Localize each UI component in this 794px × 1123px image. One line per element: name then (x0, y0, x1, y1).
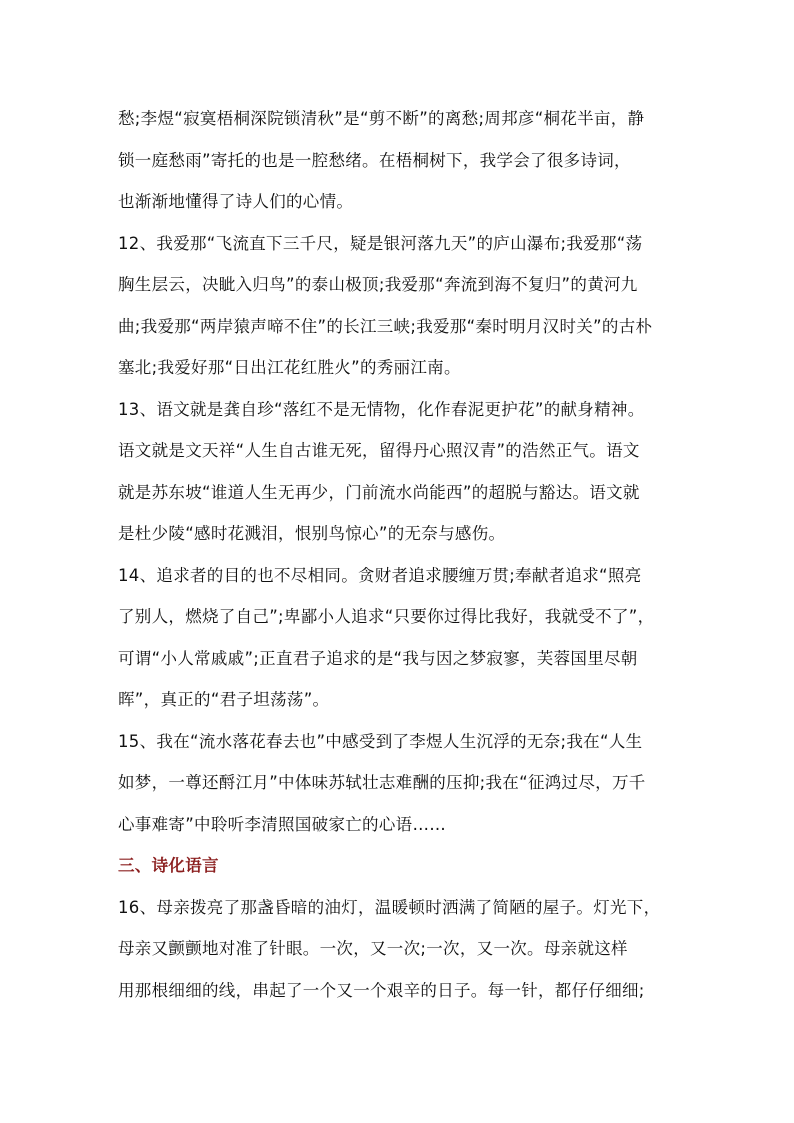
text-line: 晖”，真正的“君子坦荡荡”。 (118, 690, 330, 709)
text-line: 语文就是文天祥“人生自古谁无死，留得丹心照汉青”的浩然正气。语文 (118, 441, 640, 460)
text-line: 了别人，燃烧了自己”;卑鄙小人追求“只要你过得比我好，我就受不了”， (118, 607, 655, 626)
text-line: 16、母亲拨亮了那盏昏暗的油灯，温暖顿时洒满了简陋的屋子。灯光下， (118, 898, 661, 917)
text-line: 曲;我爱那“两岸猿声啼不住”的长江三峡;我爱那“秦时明月汉时关”的古朴 (118, 317, 653, 336)
text-line: 塞北;我爱好那“日出江花红胜火”的秀丽江南。 (118, 358, 461, 377)
text-line: 也渐渐地懂得了诗人们的心情。 (118, 192, 354, 211)
text-line: 母亲又颤颤地对准了针眼。一次，又一次;一次，又一次。母亲就这样 (118, 939, 628, 958)
text-line: 胸生层云，决眦入归鸟”的泰山极顶;我爱那“奔流到海不复归”的黄河九 (118, 275, 638, 294)
text-line: 愁;李煜“寂寞梧桐深院锁清秋”是“剪不断”的离愁;周邦彦“桐花半亩，静 (118, 109, 645, 128)
text-line: 可谓“小人常戚戚”;正直君子追求的是“我与因之梦寂寥，芙蓉国里尽朝 (118, 649, 638, 668)
text-line: 14、追求者的目的也不尽相同。贪财者追求腰缠万贯;奉献者追求“照亮 (118, 566, 642, 585)
text-line: 如梦，一尊还酹江月”中体味苏轼壮志难酬的压抑;我在“征鸿过尽，万千 (118, 773, 646, 792)
text-line: 13、语文就是龚自珍“落红不是无情物，化作春泥更护花”的献身精神。 (118, 400, 645, 419)
text-line: 锁一庭愁雨”寄托的也是一腔愁绪。在梧桐树下，我学会了很多诗词， (118, 151, 631, 170)
section-heading: 三、诗化语言 (118, 856, 219, 875)
text-line: 是杜少陵“感时花溅泪，恨别鸟惊心”的无奈与感伤。 (118, 524, 506, 543)
text-line: 用那根细细的线，串起了一个又一个艰辛的日子。每一针，都仔仔细细; (118, 981, 645, 1000)
text-line: 就是苏东坡“谁道人生无再少，门前流水尚能西”的超脱与豁达。语文就 (118, 483, 640, 502)
text-line: 15、我在“流水落花春去也”中感受到了李煜人生沉浮的无奈;我在“人生 (118, 732, 643, 751)
text-line: 12、我爱那“飞流直下三千尺，疑是银河落九天”的庐山瀑布;我爱那“荡 (118, 234, 643, 253)
text-line: 心事难寄”中聆听李清照国破家亡的心语…… (118, 815, 447, 834)
